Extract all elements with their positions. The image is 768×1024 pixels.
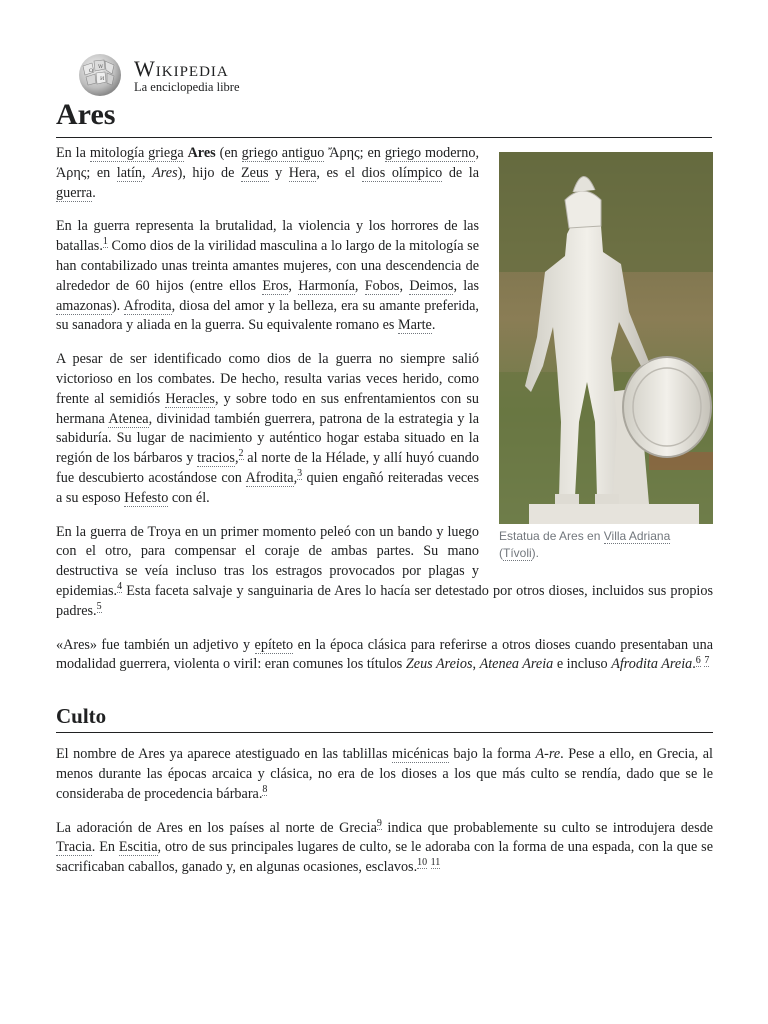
paragraph-war: En la guerra representa la brutalidad, la violencia y los horrores de las batallas.$^1$ Como dios de la virilidad masculina a lo largo de la mitología se han contabilizado unas treinta amantes mujeres, con una descendencia de alrededor de 60 hijos (entre ellos Eros, Harmonía, Fobos, Deimos, las amazonas). Afrodita, diosa del amor y la belleza, era su amante preferida, su sanadora y aliada en la guerra. Su equivalente romano es Marte. [56,218,480,334]
link-micenicas[interactable]: micénicas [392,746,449,763]
figure-caption [499,528,713,562]
paragraph-epithet: «Ares» fue también un adjetivo y epíteto en la época clásica para referirse a otros dioses cuando presentaban una modalidad guerrera, violenta o viril: eran comunes los títulos Zeus Areios, Atenea Areia e incluso Afrodita Areia.$^6$ $^7$ [56,636,713,673]
link-griego-antiguo[interactable]: griego antiguo [241,145,325,161]
link-epiteto[interactable]: epíteto [254,636,294,653]
ref-8[interactable]: 8 [262,783,268,795]
link-latin[interactable]: latín [116,164,143,181]
ref-3[interactable]: 3 [297,468,303,480]
caption-text: Estatua de Ares en [499,529,604,543]
ref-10[interactable]: 10 [417,857,428,869]
section-heading-culto: Culto [56,703,713,733]
link-harmonia[interactable]: Harmonía [298,277,355,294]
link-deimos[interactable]: Deimos [409,277,454,294]
link-atenea[interactable]: Atenea [108,410,149,427]
link-guerra[interactable]: guerra [56,184,93,201]
link-fobos[interactable]: Fobos [364,277,400,294]
italic-zeus-areios: Zeus Areios [405,656,473,673]
caption-text: ( [499,546,503,560]
wikipedia-tagline: La enciclopedia libre [134,80,240,94]
link-tivoli[interactable]: Tívoli [503,546,532,560]
ref-5[interactable]: 5 [96,601,102,612]
link-tracios[interactable]: tracios [197,450,235,467]
statue-figure [499,152,713,562]
link-griego-moderno[interactable]: griego moderno [384,145,476,161]
paragraph-intro: En la mitología griega Ares (en griego antiguo Ἄρης; en griego moderno, Άρης; en latín, Ares), hijo de Zeus y Hera, es el dios olímpico de la guerra. [56,145,480,201]
ref-7[interactable]: 7 [704,654,710,666]
wikipedia-wordmark[interactable]: Wikipedia [134,56,229,81]
link-hefesto[interactable]: Hefesto [124,489,169,506]
svg-text:И: И [100,76,105,82]
ref-4[interactable]: 4 [117,581,123,593]
caption-text: ). [531,546,540,560]
link-tracia[interactable]: Tracia [56,839,92,856]
paragraph-culto-2: La adoración de Ares en los países al norte de Grecia$^9$ indica que probablemente su culto se introdujera desde Tracia. En Escitia, otro de sus principales lugares de culto, se le adoraba con la forma de una espada, con la que se sacrificaban caballos, ganado y, en algunas ocasiones, esclavos.$^{10}$ $^{11}$ [56,817,713,876]
link-mitologia-griega[interactable]: mitología griega [89,145,184,161]
link-afrodita-2[interactable]: Afrodita [245,469,294,486]
link-villa-adriana[interactable]: Villa Adriana [603,529,671,543]
site-header [74,50,374,100]
link-escitia[interactable]: Escitia [118,839,158,856]
link-afrodita[interactable]: Afrodita [123,297,172,314]
ref-2[interactable]: 2 [238,448,244,460]
italic-ares: Ares [152,164,178,181]
page-title: Ares [56,96,712,138]
ref-11[interactable]: 11 [430,857,441,869]
paragraph-troy: En la guerra de Troya en un primer momento peleó con un bando y luego con el otro, para compensar el coraje de ambas partes. Su mano destructiva se veía incluso tras los estragos provocados por plagas y epidemias.$^4$ Esta faceta salvaje y sanguinaria de Ares lo hacía ser detestado por otros dioses, incluidos sus propios padres.$^5$ [56,523,713,619]
paragraph-culto-1: El nombre de Ares ya aparece atestiguado en las tablillas micénicas bajo la forma A-re. Pese a ello, en Grecia, al menos durante las épocas arcaica y clásica, no era de los dioses a los que más culto se rendía, dado que se le consideraba de procedencia bárbara.$^8$ [56,746,713,802]
ref-6[interactable]: 6 [695,654,701,666]
link-heracles[interactable]: Heracles [165,390,215,407]
italic-a-re: A-re [535,746,561,763]
italic-afrodita-areia: Afrodita Areia [611,656,693,673]
article-content [56,144,713,892]
bold-ares: Ares [187,145,216,161]
link-amazonas[interactable]: amazonas [56,297,112,314]
link-eros[interactable]: Eros [262,277,289,294]
link-marte[interactable]: Marte [397,317,432,334]
wikipedia-globe-logo[interactable] [74,52,126,98]
svg-text:W: W [98,64,104,70]
ref-1[interactable]: 1 [102,236,108,248]
link-hera[interactable]: Hera [288,164,317,181]
ares-statue-image[interactable] [499,152,713,524]
paragraph-defeats: A pesar de ser identificado como dios de la guerra no siempre salió victorioso en los combates. De hecho, resulta varias veces herido, como frente al semidiós Heracles, y sobre todo en sus enfrentamientos con su hermana Atenea, divinidad también guerrera, patrona de la estrategia y la sabiduría. Su lugar de nacimiento y auténtico hogar estaba situado en la región de los bárbaros y tracios,$^2$ al norte de la Hélade, y allí huyó cuando fue descubierto acostándose con Afrodita,$^3$ quien engañó reiteradas veces a su esposo Hefesto con él. [56,351,479,506]
link-zeus[interactable]: Zeus [241,164,269,181]
svg-text:Ω: Ω [89,68,94,74]
ref-9[interactable]: 9 [376,817,382,829]
link-dios-olimpico[interactable]: dios olímpico [361,164,443,181]
italic-atenea-areia: Atenea Areia [479,656,554,673]
